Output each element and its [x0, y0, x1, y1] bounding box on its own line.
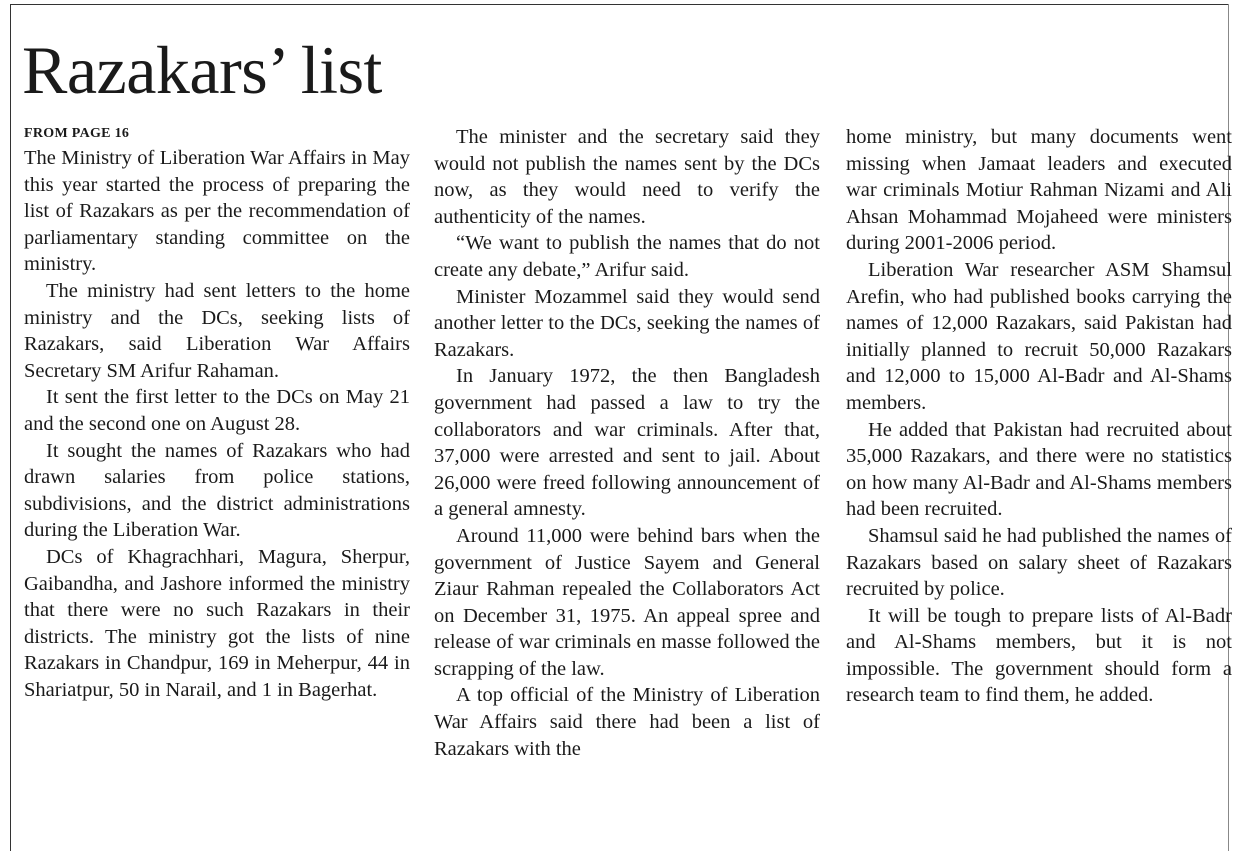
headline: Razakars’ list — [22, 32, 382, 108]
dateline: FROM PAGE 16 — [24, 126, 130, 141]
paragraph: DCs of Khagrachhari, Magura, Sherpur, Gaibandha, and Jashore informed the ministry that there were no such Razakars in their districts. The ministry got the lists of nine Razakars in Chandpur, 169 in Meherpur, 44 in Shariatpur, 50 in Narail, and 1 in Bagerhat. — [24, 545, 410, 701]
paragraph: Minister Mozammel said they would send another letter to the DCs, seeking the names of Razakars. — [434, 285, 820, 361]
paragraph: The Ministry of Liberation War Affairs in May this year started the process of preparing the list of Razakars as per the recommendation of parliamentary standing committee on the ministry. — [24, 147, 410, 276]
paragraph: It will be tough to prepare lists of Al-Badr and Al-Shams members, but it is not impossible. The government should form a research team to find them, he added. — [846, 604, 1232, 707]
paragraph: Shamsul said he had published the names of Razakars based on salary sheet of Razakars recruited by police. — [846, 524, 1232, 601]
article-column-3 — [846, 124, 1232, 709]
paragraph: In January 1972, the then Bangladesh government had passed a law to try the collaborators and war criminals. After that, 37,000 were arrested and sent to jail. About 26,000 were freed following announcement of a general amnesty. — [434, 365, 820, 521]
article-column-2 — [434, 124, 820, 762]
paragraph: Around 11,000 were behind bars when the government of Justice Sayem and General Ziaur Rahman repealed the Collaborators Act on December 31, 1975. An appeal spree and release of war criminals en masse followed the scrapping of the law. — [434, 524, 820, 680]
paragraph: He added that Pakistan had recruited about 35,000 Razakars, and there were no statistics on how many Al-Badr and Al-Shams members had been recruited. — [846, 418, 1232, 521]
paragraph: “We want to publish the names that do not create any debate,” Arifur said. — [434, 232, 820, 281]
paragraph: It sought the names of Razakars who had drawn salaries from police stations, subdivisions, and the district administrations during the Liberation War. — [24, 439, 410, 542]
article-column-1 — [24, 145, 410, 703]
paragraph: The ministry had sent letters to the home ministry and the DCs, seeking lists of Razakars, said Liberation War Affairs Secretary SM Arifur Rahaman. — [24, 279, 410, 382]
paragraph: It sent the first letter to the DCs on May 21 and the second one on August 28. — [24, 386, 410, 435]
paragraph: A top official of the Ministry of Liberation War Affairs said there had been a list of Razakars with the — [434, 684, 820, 760]
frame-left-rule — [10, 4, 11, 851]
paragraph: The minister and the secretary said they would not publish the names sent by the DCs now, as they would need to verify the authenticity of the names. — [434, 126, 820, 228]
paragraph: home ministry, but many documents went missing when Jamaat leaders and executed war criminals Motiur Rahman Nizami and Ali Ahsan Mohammad Mojaheed were ministers during 2001-2006 period. — [846, 126, 1232, 255]
paragraph: Liberation War researcher ASM Shamsul Arefin, who had published books carrying the names of 12,000 Razakars, said Pakistan had initially planned to recruit 50,000 Razakars and 12,000 to 15,000 Al-Badr and Al-Shams members. — [846, 258, 1232, 414]
frame-top-rule — [10, 4, 1228, 5]
